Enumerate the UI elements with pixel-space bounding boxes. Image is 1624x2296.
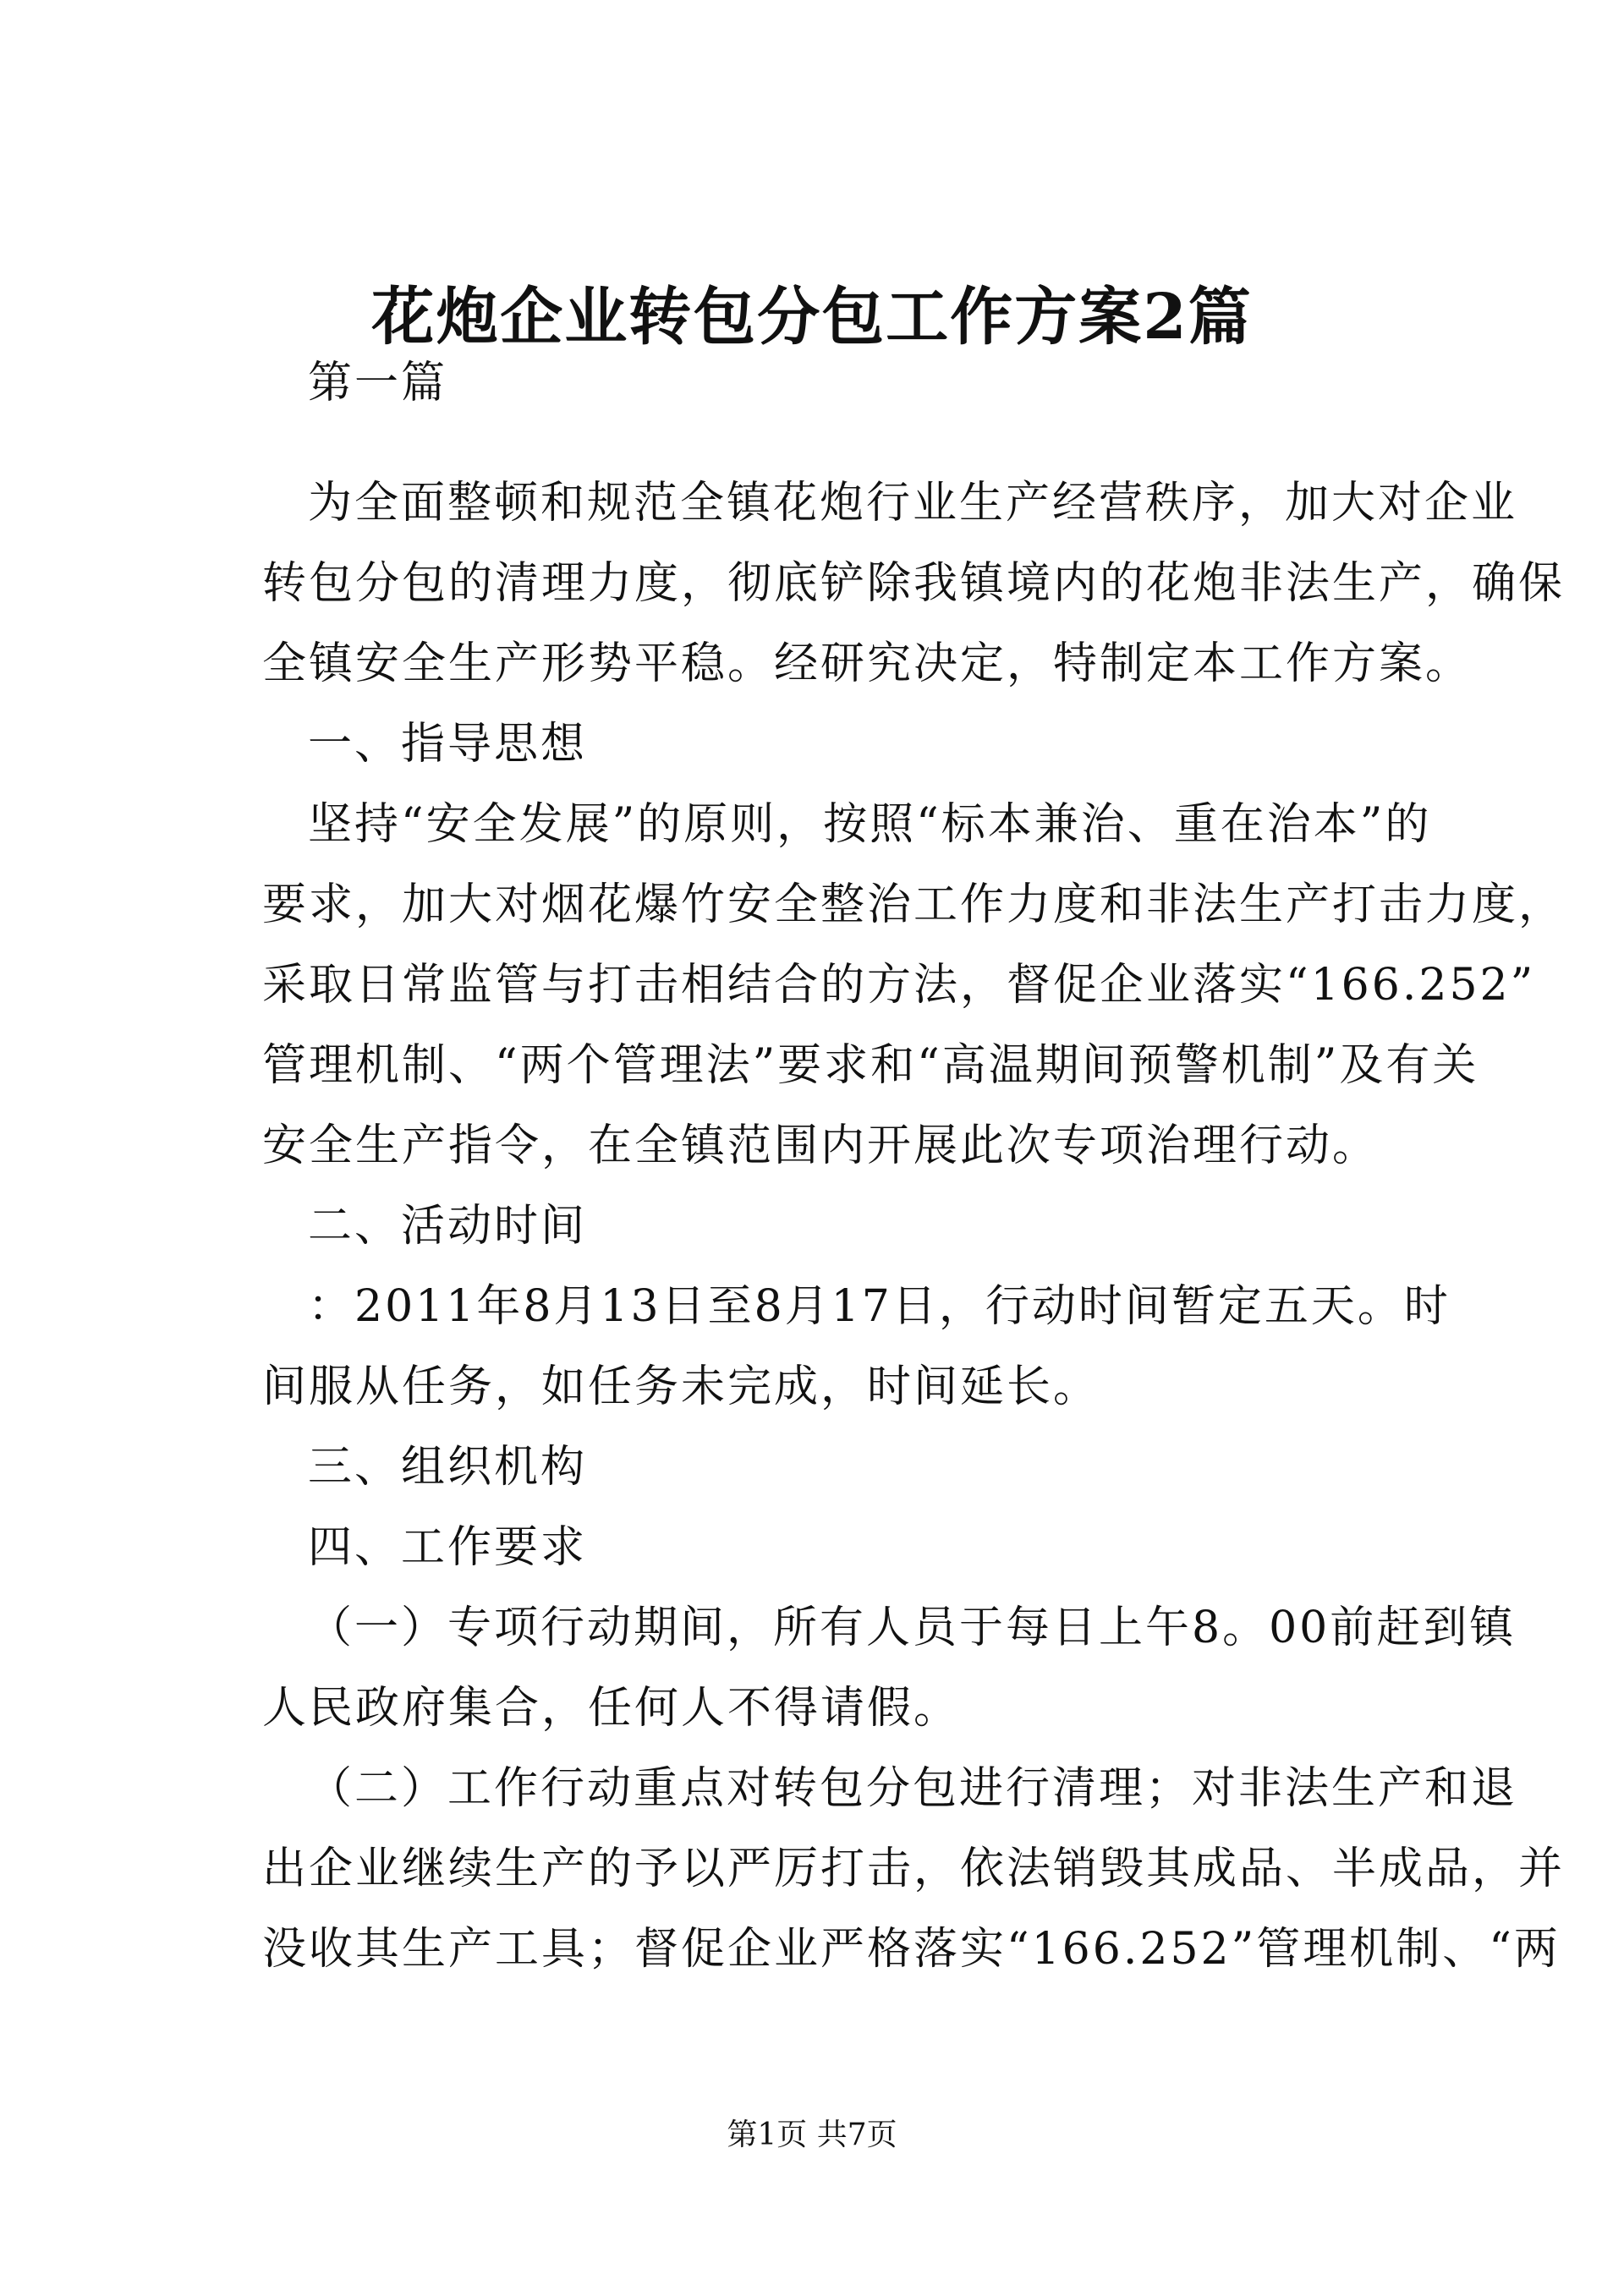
section-heading: 四、工作要求 <box>308 1522 588 1573</box>
paragraph-line: 为全面整顿和规范全镇花炮行业生产经营秩序，加大对企业 <box>308 478 1518 529</box>
paragraph-line: 没收其生产工具；督促企业严格落实“166.252”管理机制、“两 <box>262 1924 1561 1975</box>
paragraph-line: 安全生产指令，在全镇范围内开展此次专项治理行动。 <box>262 1121 1380 1171</box>
paragraph-line: 全镇安全生产形势平稳。经研究决定，特制定本工作方案。 <box>262 638 1473 689</box>
paragraph-line: 采取日常监管与打击相结合的方法，督促企业落实“166.252” <box>262 960 1536 1011</box>
document-title: 花炮企业转包分包工作方案2篇 <box>371 281 1253 353</box>
section-heading: 二、活动时间 <box>308 1201 588 1252</box>
paragraph-line: 人民政府集合，任何人不得请假。 <box>262 1683 961 1734</box>
paragraph-line: （二）工作行动重点对转包分包进行清理；对非法生产和退 <box>308 1763 1518 1814</box>
paragraph-line: 出企业继续生产的予以严厉打击，依法销毁其成品、半成品，并 <box>262 1844 1566 1894</box>
paragraph-line: 转包分包的清理力度，彻底铲除我镇境内的花炮非法生产，确保 <box>262 558 1566 609</box>
section-heading: 一、指导思想 <box>308 719 588 770</box>
paragraph-line: 坚持“安全发展”的原则，按照“标本兼治、重在治本”的 <box>308 799 1432 850</box>
section-heading: 第一篇 <box>308 358 448 408</box>
paragraph-line: （一）专项行动期间，所有人员于每日上午8。00前赶到镇 <box>308 1603 1517 1653</box>
paragraph-line: 要求，加大对烟花爆竹安全整治工作力度和非法生产打击力度， <box>262 879 1566 930</box>
paragraph-line: ：2011年8月13日至8月17日，行动时间暂定五天。时 <box>308 1281 1451 1332</box>
section-heading: 三、组织机构 <box>308 1442 588 1493</box>
page-number-footer: 第1页 共7页 <box>727 2118 897 2152</box>
paragraph-line: 管理机制、“两个管理法”要求和“高温期间预警机制”及有关 <box>262 1040 1479 1091</box>
paragraph-line: 间服从任务，如任务未完成，时间延长。 <box>262 1362 1100 1412</box>
